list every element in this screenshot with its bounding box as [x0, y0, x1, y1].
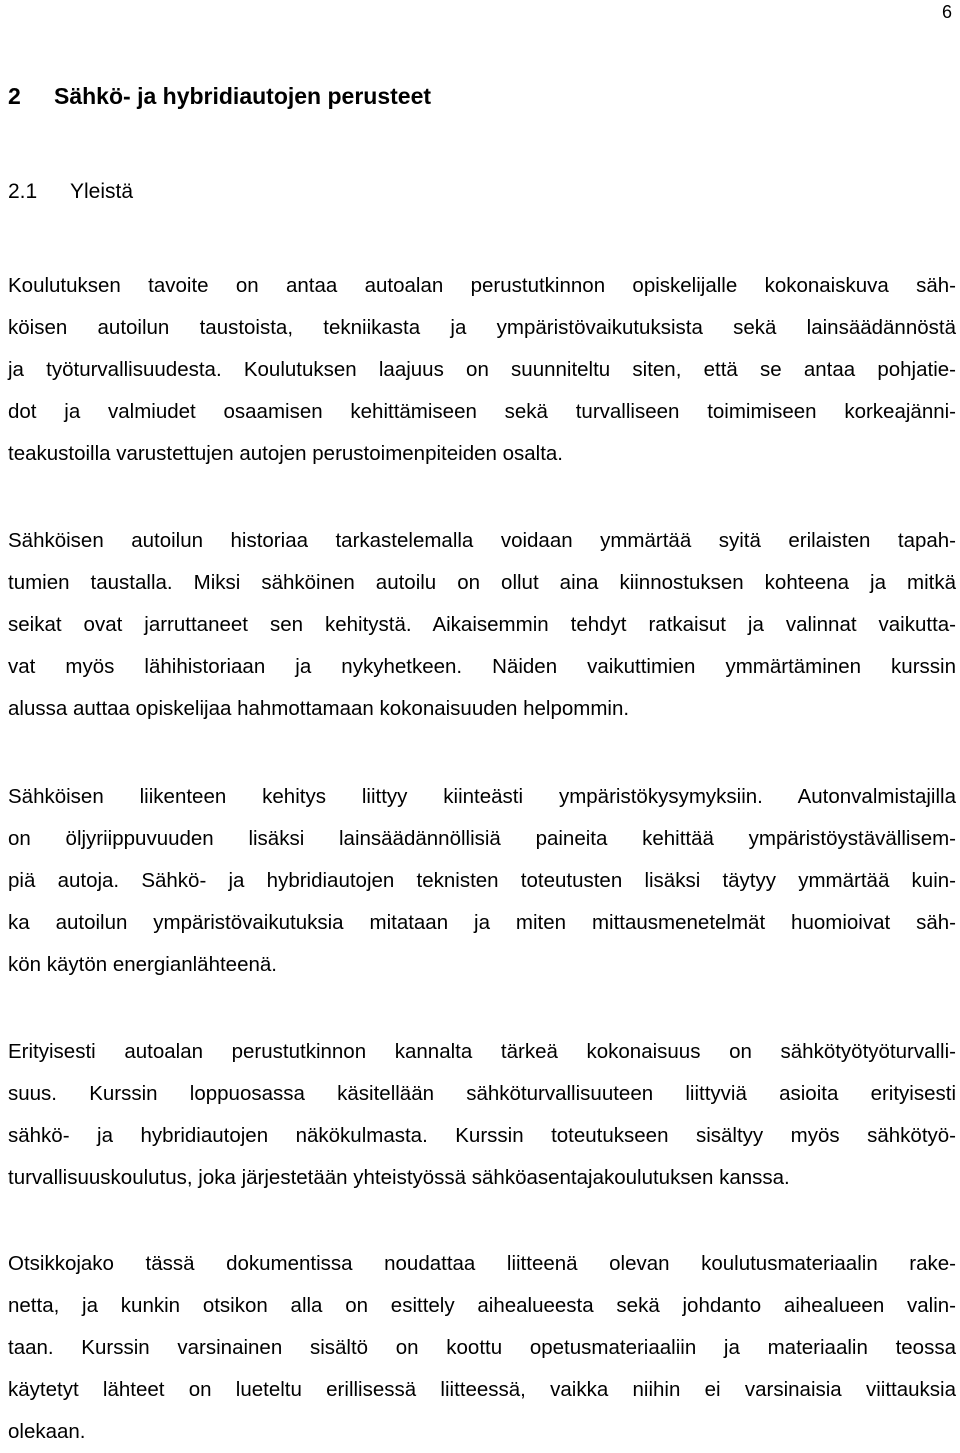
- paragraph-line: dot ja valmiudet osaamisen kehittämiseen sekä turvalliseen toimimiseen korkeajänni-: [8, 400, 956, 423]
- section-title: Yleistä: [70, 180, 134, 203]
- paragraph-line: käytetyt lähteet on lueteltu erillisessä liitteessä, vaikka niihin ei varsinaisia viittauksia: [8, 1378, 956, 1401]
- paragraph-line: olekaan.: [8, 1420, 86, 1443]
- paragraph-line: köisen autoilun taustoista, tekniikasta ja ympäristövaikutuksista sekä lainsäädännöstä: [8, 316, 956, 339]
- paragraph-line: netta, ja kunkin otsikon alla on esittely aihealueesta sekä johdanto aihealueen valin-: [8, 1294, 956, 1317]
- paragraph-3: [8, 776, 956, 986]
- paragraph-line: Erityisesti autoalan perustutkinnon kannalta tärkeä kokonaisuus on sähkötyötyöturvalli-: [8, 1040, 956, 1063]
- paragraph-line: Koulutuksen tavoite on antaa autoalan perustutkinnon opiskelijalle kokonaiskuva säh-: [8, 274, 956, 297]
- page-number: 6: [941, 2, 952, 22]
- paragraph-line: taan. Kurssin varsinainen sisältö on koottu opetusmateriaaliin ja materiaalin teossa: [8, 1336, 956, 1359]
- paragraph-line: alussa auttaa opiskelijaa hahmottamaan kokonaisuuden helpommin.: [8, 697, 630, 720]
- paragraph-line: Sähköisen liikenteen kehitys liittyy kiinteästi ympäristökysymyksiin. Autonvalmistajilla: [8, 785, 956, 808]
- paragraph-line: teakustoilla varustettujen autojen perustoimenpiteiden osalta.: [8, 442, 563, 465]
- paragraph-line: Sähköisen autoilun historiaa tarkastelemalla voidaan ymmärtää syitä erilaisten tapah-: [8, 529, 956, 552]
- chapter-heading: [8, 80, 431, 112]
- paragraph-line: on öljyriippuvuuden lisäksi lainsäädännöllisiä paineita kehittää ympäristöystävällisem-: [8, 827, 956, 850]
- paragraph-1: [8, 265, 956, 475]
- paragraph-line: sähkö- ja hybridiautojen näkökulmasta. Kurssin toteutukseen sisältyy myös sähkötyö-: [8, 1124, 956, 1147]
- chapter-number: 2: [8, 83, 21, 109]
- paragraph-line: tumien taustalla. Miksi sähköinen autoilu on ollut aina kiinnostuksen kohteena ja mitkä: [8, 571, 956, 594]
- paragraph-4: [8, 1031, 956, 1199]
- paragraph-line: suus. Kurssin loppuosassa käsitellään sähköturvallisuuteen liittyviä asioita erityisesti: [8, 1082, 956, 1105]
- paragraph-line: vat myös lähihistoriaan ja nykyhetkeen. Näiden vaikuttimien ymmärtäminen kurssin: [8, 655, 956, 678]
- paragraph-line: ka autoilun ympäristövaikutuksia mitataan ja miten mittausmenetelmät huomioivat säh-: [8, 911, 956, 934]
- paragraph-5: [8, 1243, 956, 1453]
- paragraph-line: piä autoja. Sähkö- ja hybridiautojen teknisten toteutusten lisäksi täytyy ymmärtää kuin-: [8, 869, 956, 892]
- paragraph-line: turvallisuuskoulutus, joka järjestetään yhteistyössä sähköasentajakoulutuksen kanssa.: [8, 1166, 790, 1189]
- paragraph-line: Otsikkojako tässä dokumentissa noudattaa liitteenä olevan koulutusmateriaalin rake-: [8, 1252, 956, 1275]
- paragraph-line: seikat ovat jarruttaneet sen kehitystä. Aikaisemmin tehdyt ratkaisut ja valinnat vaikutta-: [8, 613, 956, 636]
- chapter-title: Sähkö- ja hybridiautojen perusteet: [54, 83, 432, 109]
- paragraph-line: ja työturvallisuudesta. Koulutuksen laajuus on suunniteltu siten, että se antaa pohjatie-: [8, 358, 956, 381]
- paragraph-line: kön käytön energianlähteenä.: [8, 953, 277, 976]
- paragraph-2: [8, 520, 956, 730]
- section-number: 2.1: [8, 180, 38, 203]
- section-heading: [8, 176, 133, 208]
